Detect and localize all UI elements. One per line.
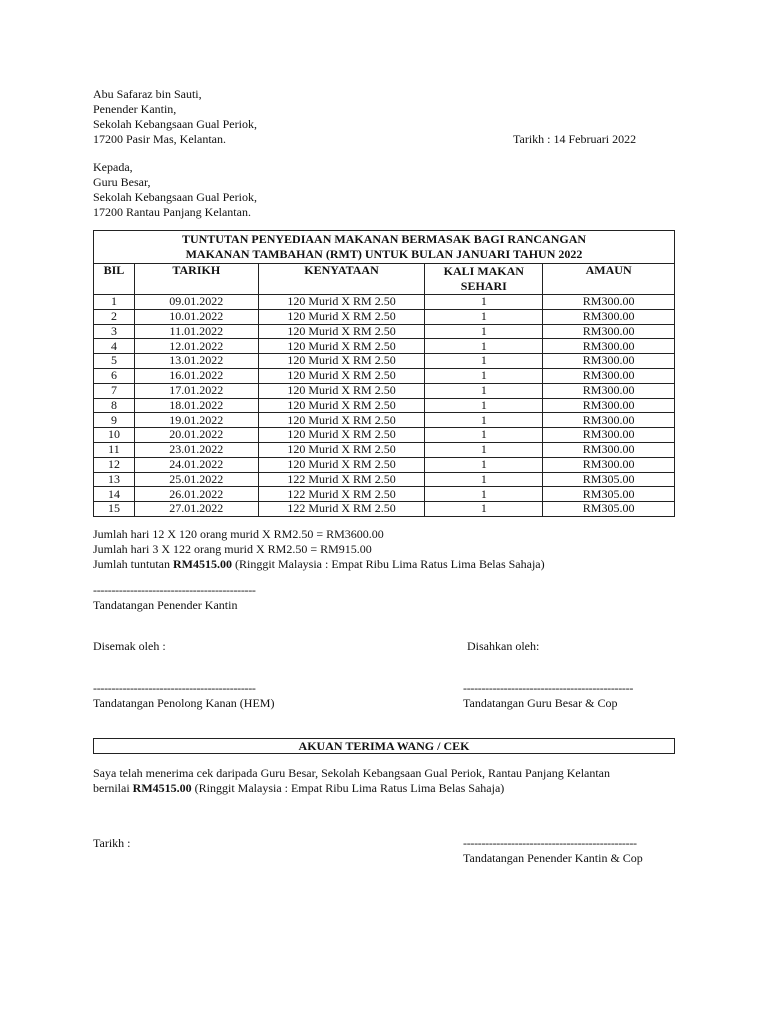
cell-amaun: RM300.00 bbox=[543, 309, 675, 324]
cell-tarikh: 11.01.2022 bbox=[134, 324, 258, 339]
table-row bbox=[94, 428, 675, 443]
cell-amaun: RM300.00 bbox=[543, 442, 675, 457]
recipient-city: 17200 Rantau Panjang Kelantan. bbox=[93, 205, 251, 219]
sender-school: Sekolah Kebangsaan Gual Periok, bbox=[93, 117, 257, 131]
cell-kenyataan: 122 Murid X RM 2.50 bbox=[258, 487, 425, 502]
table-header-row bbox=[94, 264, 675, 295]
cell-tarikh: 27.01.2022 bbox=[134, 502, 258, 517]
cell-kenyataan: 122 Murid X RM 2.50 bbox=[258, 472, 425, 487]
cell-kenyataan: 120 Murid X RM 2.50 bbox=[258, 309, 425, 324]
ack-words: (Ringgit Malaysia : Empat Ribu Lima Ratus Lima Belas Sahaja) bbox=[191, 781, 505, 795]
table-row bbox=[94, 442, 675, 457]
recipient-greeting: Kepada, bbox=[93, 160, 133, 174]
cell-tarikh: 20.01.2022 bbox=[134, 428, 258, 443]
cell-bil: 4 bbox=[94, 339, 135, 354]
header-amaun: AMAUN bbox=[543, 264, 675, 295]
cell-bil: 10 bbox=[94, 428, 135, 443]
cell-amaun: RM305.00 bbox=[543, 487, 675, 502]
signature-guru-besar bbox=[463, 681, 633, 711]
approved-by-label: Disahkan oleh: bbox=[467, 639, 540, 653]
table-row bbox=[94, 324, 675, 339]
signature-line: ----------------------------------------------- bbox=[463, 836, 637, 850]
checked-by-label: Disemak oleh : bbox=[93, 639, 166, 653]
cell-kenyataan: 120 Murid X RM 2.50 bbox=[258, 413, 425, 428]
acknowledgement-date-label: Tarikh : bbox=[93, 836, 131, 850]
cell-bil: 14 bbox=[94, 487, 135, 502]
summary-line1: Jumlah hari 12 X 120 orang murid X RM2.50 = RM3600.00 bbox=[93, 527, 384, 541]
cell-kali: 1 bbox=[425, 457, 543, 472]
cell-bil: 11 bbox=[94, 442, 135, 457]
cell-kenyataan: 120 Murid X RM 2.50 bbox=[258, 354, 425, 369]
cell-kali: 1 bbox=[425, 339, 543, 354]
cell-tarikh: 13.01.2022 bbox=[134, 354, 258, 369]
acknowledgement-title: AKUAN TERIMA WANG / CEK bbox=[93, 738, 675, 754]
recipient-title: Guru Besar, bbox=[93, 175, 151, 189]
header-kali-line1: KALI MAKAN bbox=[443, 264, 524, 278]
header-tarikh: TARIKH bbox=[134, 264, 258, 295]
cell-kali: 1 bbox=[425, 383, 543, 398]
cell-tarikh: 17.01.2022 bbox=[134, 383, 258, 398]
cell-tarikh: 19.01.2022 bbox=[134, 413, 258, 428]
acknowledgement-line1: Saya telah menerima cek daripada Guru Besar, Sekolah Kebangsaan Gual Periok, Rantau Panjang Kelantan bbox=[93, 766, 611, 780]
cell-tarikh: 26.01.2022 bbox=[134, 487, 258, 502]
summary-prefix: Jumlah tuntutan bbox=[93, 557, 173, 571]
cell-bil: 3 bbox=[94, 324, 135, 339]
cell-kali: 1 bbox=[425, 502, 543, 517]
cell-bil: 6 bbox=[94, 368, 135, 383]
signature-penolong bbox=[93, 681, 274, 711]
cell-kali: 1 bbox=[425, 295, 543, 310]
claim-table bbox=[93, 230, 675, 517]
sender-position: Penender Kantin, bbox=[93, 102, 177, 116]
cell-kali: 1 bbox=[425, 398, 543, 413]
sender-address bbox=[93, 87, 257, 147]
signature-penender-cop bbox=[463, 836, 643, 866]
signature-label: Tandatangan Penender Kantin bbox=[93, 598, 238, 612]
header-kali-makan bbox=[425, 264, 543, 295]
cell-tarikh: 10.01.2022 bbox=[134, 309, 258, 324]
cell-bil: 8 bbox=[94, 398, 135, 413]
ack-prefix: bernilai bbox=[93, 781, 133, 795]
cell-kali: 1 bbox=[425, 324, 543, 339]
cell-kenyataan: 120 Murid X RM 2.50 bbox=[258, 442, 425, 457]
cell-amaun: RM300.00 bbox=[543, 428, 675, 443]
cell-kali: 1 bbox=[425, 368, 543, 383]
acknowledgement-text bbox=[93, 766, 610, 796]
cell-kenyataan: 120 Murid X RM 2.50 bbox=[258, 324, 425, 339]
table-title bbox=[94, 231, 675, 264]
header-kali-line2: SEHARI bbox=[460, 279, 507, 293]
recipient-school: Sekolah Kebangsaan Gual Periok, bbox=[93, 190, 257, 204]
summary-total-amount: RM4515.00 bbox=[173, 557, 232, 571]
cell-amaun: RM300.00 bbox=[543, 368, 675, 383]
table-row bbox=[94, 502, 675, 517]
cell-kenyataan: 120 Murid X RM 2.50 bbox=[258, 383, 425, 398]
cell-tarikh: 16.01.2022 bbox=[134, 368, 258, 383]
cell-amaun: RM300.00 bbox=[543, 354, 675, 369]
cell-kali: 1 bbox=[425, 309, 543, 324]
table-body bbox=[94, 295, 675, 517]
cell-kenyataan: 120 Murid X RM 2.50 bbox=[258, 368, 425, 383]
cell-bil: 15 bbox=[94, 502, 135, 517]
signature-label: Tandatangan Penolong Kanan (HEM) bbox=[93, 696, 275, 710]
header-kenyataan: KENYATAAN bbox=[258, 264, 425, 295]
cell-kali: 1 bbox=[425, 354, 543, 369]
cell-amaun: RM300.00 bbox=[543, 324, 675, 339]
signature-line: -------------------------------------------- bbox=[93, 583, 256, 597]
cell-kenyataan: 122 Murid X RM 2.50 bbox=[258, 502, 425, 517]
cell-kenyataan: 120 Murid X RM 2.50 bbox=[258, 339, 425, 354]
cell-amaun: RM300.00 bbox=[543, 383, 675, 398]
table-row bbox=[94, 487, 675, 502]
cell-kali: 1 bbox=[425, 442, 543, 457]
cell-bil: 2 bbox=[94, 309, 135, 324]
signature-line: -------------------------------------------- bbox=[93, 681, 256, 695]
cell-kenyataan: 120 Murid X RM 2.50 bbox=[258, 428, 425, 443]
signature-line: ---------------------------------------------- bbox=[463, 681, 634, 695]
cell-tarikh: 23.01.2022 bbox=[134, 442, 258, 457]
table-row bbox=[94, 413, 675, 428]
cell-amaun: RM300.00 bbox=[543, 339, 675, 354]
cell-kali: 1 bbox=[425, 487, 543, 502]
summary-line3 bbox=[93, 557, 545, 572]
acknowledgement-line2 bbox=[93, 781, 610, 796]
table-row bbox=[94, 472, 675, 487]
cell-tarikh: 18.01.2022 bbox=[134, 398, 258, 413]
summary bbox=[93, 527, 545, 572]
recipient-address bbox=[93, 160, 257, 220]
sender-city: 17200 Pasir Mas, Kelantan. bbox=[93, 132, 226, 146]
table-row bbox=[94, 383, 675, 398]
signature-penender bbox=[93, 583, 256, 613]
cell-bil: 9 bbox=[94, 413, 135, 428]
cell-amaun: RM300.00 bbox=[543, 295, 675, 310]
cell-kenyataan: 120 Murid X RM 2.50 bbox=[258, 457, 425, 472]
cell-kali: 1 bbox=[425, 472, 543, 487]
cell-kenyataan: 120 Murid X RM 2.50 bbox=[258, 295, 425, 310]
table-row bbox=[94, 354, 675, 369]
signature-label: Tandatangan Penender Kantin & Cop bbox=[463, 851, 643, 865]
cell-bil: 5 bbox=[94, 354, 135, 369]
summary-words: (Ringgit Malaysia : Empat Ribu Lima Ratus Lima Belas Sahaja) bbox=[232, 557, 545, 571]
cell-bil: 12 bbox=[94, 457, 135, 472]
cell-tarikh: 25.01.2022 bbox=[134, 472, 258, 487]
cell-kali: 1 bbox=[425, 428, 543, 443]
cell-amaun: RM300.00 bbox=[543, 413, 675, 428]
cell-kali: 1 bbox=[425, 413, 543, 428]
table-row bbox=[94, 309, 675, 324]
cell-bil: 7 bbox=[94, 383, 135, 398]
summary-line2: Jumlah hari 3 X 122 orang murid X RM2.50 = RM915.00 bbox=[93, 542, 372, 556]
cell-amaun: RM300.00 bbox=[543, 398, 675, 413]
cell-tarikh: 12.01.2022 bbox=[134, 339, 258, 354]
table-row bbox=[94, 295, 675, 310]
cell-kenyataan: 120 Murid X RM 2.50 bbox=[258, 398, 425, 413]
cell-amaun: RM305.00 bbox=[543, 472, 675, 487]
table-title-line1: TUNTUTAN PENYEDIAAN MAKANAN BERMASAK BAGI RANCANGAN bbox=[181, 232, 587, 246]
cell-bil: 13 bbox=[94, 472, 135, 487]
cell-bil: 1 bbox=[94, 295, 135, 310]
table-row bbox=[94, 457, 675, 472]
sender-name: Abu Safaraz bin Sauti, bbox=[93, 87, 202, 101]
signature-label: Tandatangan Guru Besar & Cop bbox=[463, 696, 618, 710]
cell-tarikh: 09.01.2022 bbox=[134, 295, 258, 310]
header-bil: BIL bbox=[94, 264, 135, 295]
table-row bbox=[94, 368, 675, 383]
cell-amaun: RM300.00 bbox=[543, 457, 675, 472]
table-row bbox=[94, 339, 675, 354]
table-title-line2: MAKANAN TAMBAHAN (RMT) UNTUK BULAN JANUARI TAHUN 2022 bbox=[185, 247, 583, 261]
cell-amaun: RM305.00 bbox=[543, 502, 675, 517]
table-row bbox=[94, 398, 675, 413]
cell-tarikh: 24.01.2022 bbox=[134, 457, 258, 472]
ack-amount: RM4515.00 bbox=[132, 781, 192, 795]
letter-date: Tarikh : 14 Februari 2022 bbox=[513, 132, 637, 146]
